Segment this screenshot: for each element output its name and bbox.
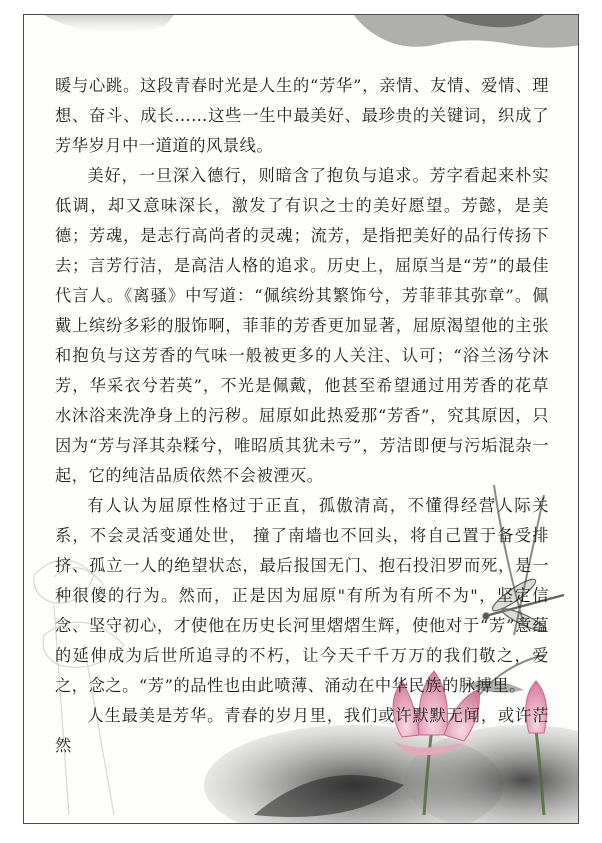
article-body <box>55 71 549 761</box>
paragraph-3: 有人认为屈原性格过于正直，孤傲清高，不懂得经营人际关系，不会灵活变通处世， 撞了南墙也不回头，将自己置于备受排挤、孤立一人的绝望状态，最后报国无门、抱石投汨罗而死，是一种很傻的行为。然而，正是因为屈原"有所为有所不为"，坚定信念、坚守初心，才使他在历史长河里熠熠生辉，使他对于“芳”意蕴的延伸成为后世所追寻的不朽，让今天千千万万的我们敬之，爱之，念之。“芳”的品性也由此喷薄、涌动在中华民族的脉搏里。 <box>55 496 549 695</box>
page-frame <box>23 14 579 824</box>
paragraph-2: 美好，一旦深入德行，则暗含了抱负与追求。芳字看起来朴实低调，却又意味深长，激发了有识之士的美好愿望。芳懿，是美德；芳魂，是志行高尚者的灵魂；流芳，是指把美好的品行传扬下去；言芳行洁，是高洁人格的追求。历史上，屈原当是“芳”的最佳代言人。《离骚》中写道：“佩缤纷其繁饰兮，芳菲菲其弥章”。佩戴上缤纷多彩的服饰啊，菲菲的芳香更加显著，屈原渴望他的主张和抱负与这芳香的气味一般被更多的人关注、认可；“浴兰汤兮沐芳，华采衣兮若英”，不光是佩戴，他甚至希望通过用芳香的花草水沐浴来洗净身上的污秽。屈原如此热爱那“芳香”，究其原因，只因为“芳与泽其杂糅兮，唯昭质其犹未亏”，芳洁即便与污垢混杂一起，它的纯洁品质依然不会被湮灭。 <box>55 166 549 485</box>
paragraph-4: 人生最美是芳华。青春的岁月里，我们或许默默无闻，或许茫然 <box>55 706 549 755</box>
paragraph-1: 暖与心跳。这段青春时光是人生的“芳华”，亲情、友情、爱情、理想、奋斗、成长……这些一生中最美好、最珍贵的关键词，织成了芳华岁月中一道道的风景线。 <box>55 76 549 155</box>
